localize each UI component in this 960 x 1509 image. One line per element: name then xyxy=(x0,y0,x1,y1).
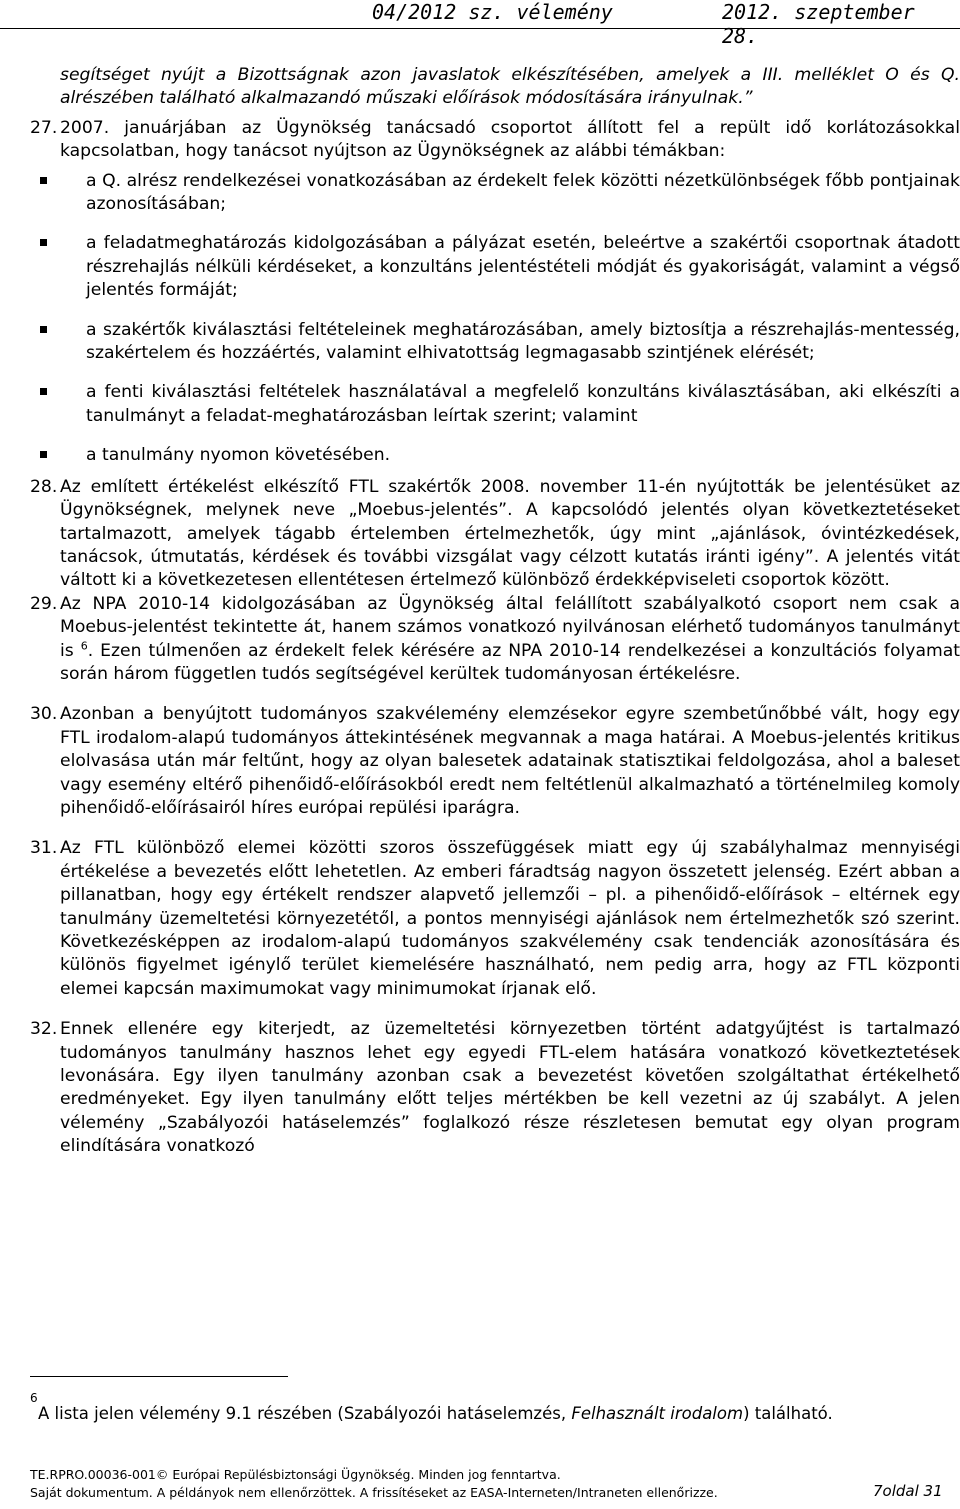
paragraph-number: 30. xyxy=(30,704,58,725)
list-item xyxy=(86,444,960,467)
square-bullet-icon xyxy=(40,451,47,458)
footnote-text xyxy=(38,1403,833,1425)
footnote-number: 6 xyxy=(30,1391,38,1405)
page-number: 7oldal 31 xyxy=(873,1482,943,1500)
page-footer xyxy=(30,1466,950,1502)
paragraph-text: Az NPA 2010-14 kidolgozásában az Ügynökség által felállított szabályalkotó csoport nem csak a Moebus-jelentést tekintette át, hanem számos vonatkozó nyilvánosan elérhető tudományos tanulmányt is xyxy=(60,593,960,661)
paragraph-text: Az FTL különböző elemei közötti szoros összefüggések miatt egy új szabályhalmaz mennyiségi értékelése a bevezetés előtt lehetetlen. Az emberi fáradtság nagyon összetett jelenség. Ezért abban a pillanatban, hogy egy értékelt rendszer alapvető jellemzői – pl. a pihenőidő-előírások – eltérnek egy tanulmány üzemeltetési környezetétől, a pontos mennyiségi ajánlások nem értelmezhetők szó szerint. Következésképpen az irodalom-alapú tudományos szakvélemény csak tendenciák azonosítására és különös figyelmet igénylő terület kiemelésére használható, nem pedig arra, hogy az FTL központi elemei kapcsán maximumokat vagy minimumokat írjanak elő. xyxy=(60,838,960,999)
page-header xyxy=(0,0,960,48)
footer-line-2: Saját dokumentum. A példányok nem ellenőrzöttek. A frissítéseket az EASA-Interneten/Intraneten ellenőrizze. xyxy=(30,1485,718,1500)
list-item xyxy=(86,381,960,428)
list-item-text: a szakértők kiválasztási feltételeinek meghatározásában, amely biztosítja a részrehajlás-mentesség, szakértelem és hozzáértés, valamint elhivatottság legmagasabb szintjének elérését; xyxy=(86,319,960,364)
paragraph-text: 2007. januárjában az Ügynökség tanácsadó csoportot állított fel a repült idő korlátozásokkal kapcsolatban, hogy tanácsot nyújtson az Ügynökségnek az alábbi témákban: xyxy=(60,117,960,162)
header-date: 2012. szeptember 28. xyxy=(722,0,915,48)
list-item xyxy=(86,170,960,217)
paragraph-number: 32. xyxy=(30,1019,58,1040)
paragraph-30 xyxy=(30,703,960,820)
footer-line-1 xyxy=(30,1466,950,1484)
document-body xyxy=(30,64,960,1159)
footnote-text-start: A lista jelen vélemény 9.1 részében (Szabályozói hatáselemzés, xyxy=(38,1404,572,1423)
copyright-notice: Európai Repülésbiztonsági Ügynökség. Minden jog fenntartva. xyxy=(168,1467,561,1482)
paragraph-number: 29. xyxy=(30,593,58,614)
list-item xyxy=(86,232,960,302)
square-bullet-icon xyxy=(40,326,47,333)
paragraph-number: 28. xyxy=(30,476,58,497)
paragraph-text: Azonban a benyújtott tudományos szakvélemény elemzésekor egyre szembetűnőbbé vált, hogy egy FTL irodalom-alapú tudományos áttekintésének megvannak a maga határai. A Moebus-jelentés kritikus elolvasása után már feltűnt, hogy az olyan balesetek adatainak statisztikai feldolgozása, ahol a baleset vagy esemény eltérő pihenőidő-előírásokból eredt nem feltétlenül alkalmazható a történelmileg komoly pihenőidő-előírásairól híres európai repülési iparágra. xyxy=(60,704,960,818)
paragraph-number: 27. xyxy=(30,117,58,138)
square-bullet-icon xyxy=(40,388,47,395)
list-item-text: a tanulmány nyomon követésében. xyxy=(86,445,391,466)
paragraph-29 xyxy=(30,593,960,687)
footnote-italic-title: Felhasznált irodalom xyxy=(571,1404,744,1423)
square-bullet-icon xyxy=(40,239,47,246)
paragraph-31 xyxy=(30,837,960,1001)
bullet-list xyxy=(30,170,960,468)
square-bullet-icon xyxy=(40,177,47,184)
paragraph-text: Ennek ellenére egy kiterjedt, az üzemeltetési környezetben történt adatgyűjtést is tartalmazó tudományos tanulmány hasznos lehet egy egyedi FTL-elem hatására vonatkozó következtetések levonására. Egy ilyen tanulmány azonban csak a bevezetést követően szolgáltathat értékelhető eredményeket. Egy ilyen tanulmány előtt teljes mértékben be kell vezetni az új szabályt. A jelen vélemény „Szabályozói hatáselemzés” foglalkozó része részletesen bemutat egy olyan program elindítására vonatkozó xyxy=(60,1019,960,1157)
paragraph-32 xyxy=(30,1018,960,1158)
list-item-text: a Q. alrész rendelkezései vonatkozásában az érdekelt felek közötti nézetkülönbségek főbb pontjainak azonosításában; xyxy=(86,170,960,215)
paragraph-text: Az említett értékelést elkészítő FTL szakértők 2008. november 11-én nyújtották be jelentésüket az Ügynökségnek, melynek neve „Moebus-jelentés”. A kapcsolódó jelentés olyan következtetéseket tartalmazott, amelyek tágabb értelemben értelmezhetők, úgy mint „ajánlások, óvintézkedések, tanácsok, útmutatás, kérdések és további vizsgálat vagy célzott kutatás iránti igény”. A jelentés vitát váltott ki a következetesen ellentétesen értelmező különböző érdekképviseleti csoportok között. xyxy=(60,476,960,591)
footnote-reference: 6 xyxy=(80,638,88,652)
paragraph-text-continued: . Ezen túlmenően az érdekelt felek kérésére az NPA 2010-14 rendelkezései a konzultációs folyamat során három független tudós segítségével kerültek tudományosan értékelésre. xyxy=(60,640,960,684)
footnote-text-end: ) található. xyxy=(743,1404,833,1423)
copyright-symbol: © xyxy=(155,1467,169,1482)
paragraph-28 xyxy=(30,476,960,593)
intro-quote: segítséget nyújt a Bizottságnak azon javaslatok elkészítésében, amelyek a III. melléklet O és Q. alrészében található alkalmazandó műszaki előírások módosítására irányulnak.” xyxy=(60,65,960,109)
footnote-divider xyxy=(30,1376,288,1377)
paragraph-number: 31. xyxy=(30,838,58,859)
list-item-text: a fenti kiválasztási feltételek használatával a megfelelő konzultáns kiválasztásában, aki elkészíti a tanulmányt a feladat-meghatározásban leírtak szerint; valamint xyxy=(86,382,960,426)
list-item xyxy=(86,319,960,366)
paragraph-27 xyxy=(30,117,960,164)
list-item-text: a feladatmeghatározás kidolgozásában a pályázat esetén, beleértve a szakértői csoportnak átadott részrehajlás nélküli kérdéseket, a konzultáns jelentéstételi módját és gyakoriságát, valamint a végső jelentés formáját; xyxy=(86,233,960,301)
document-reference: TE.RPRO.00036-001 xyxy=(30,1467,156,1482)
header-opinion-number: 04/2012 sz. vélemény xyxy=(372,0,613,24)
